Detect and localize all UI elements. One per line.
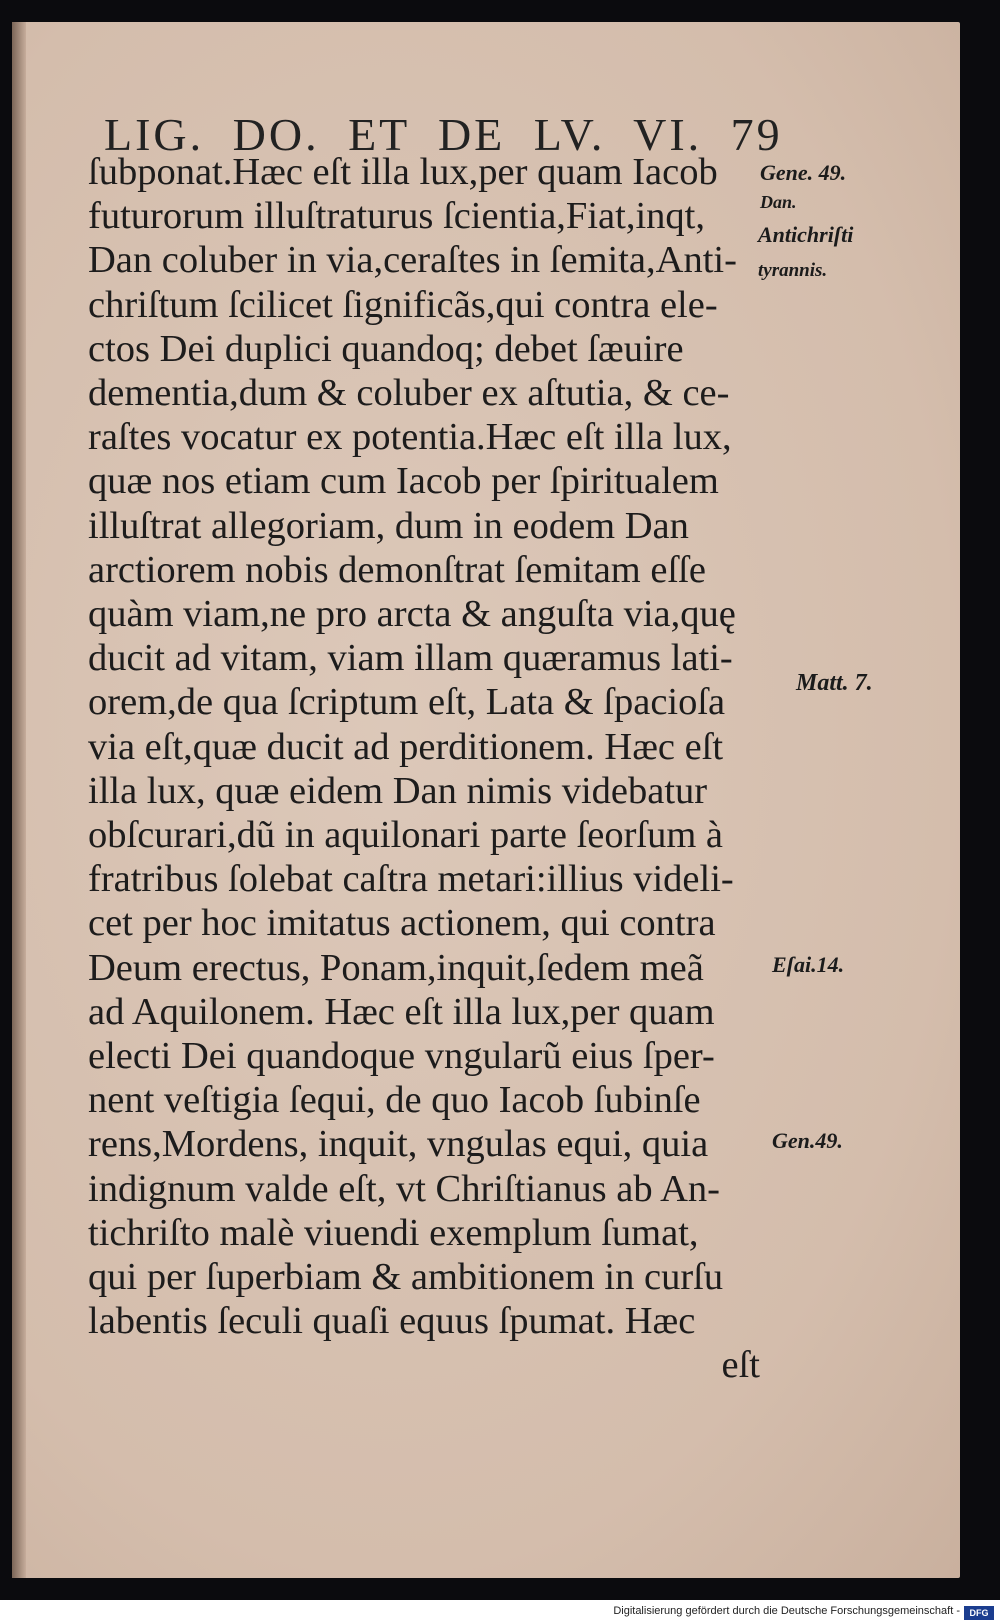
text-line: Dan coluber in via,ceraſtes in ſemita,Anti- [88, 239, 737, 282]
text-line: qui per ſuperbiam & ambitionem in curſu [88, 1256, 724, 1299]
text-line: Deum erectus, Ponam,inquit,ſedem meã [88, 946, 704, 989]
text-line: illa lux, quæ eidem Dan nimis videbatur [88, 769, 708, 812]
text-line: orem,de qua ſcriptum eſt, Lata & ſpacioſa [88, 681, 726, 724]
text-line: fratribus ſolebat caſtra metari:illius videli- [88, 858, 734, 901]
text-line: ſubponat.Hæc eſt illa lux,per quam Iacob [88, 151, 718, 193]
text-line: quæ nos etiam cum Iacob per ſpiritualem [88, 460, 719, 503]
text-line: obſcurari,dũ in aquilonari parte ſeorſum à [88, 814, 724, 857]
text-line: tichriſto malè viuendi exemplum ſumat, [88, 1211, 699, 1254]
marginal-note-gene-49: Gene. 49. [760, 160, 847, 185]
running-head: LIG. DO. ET DE LV. VI. 79 [104, 109, 783, 160]
text-line: nent veſtigia ſequi, de quo Iacob ſubinſe [88, 1079, 701, 1122]
text-line: illuſtrat allegoriam, dum in eodem Dan [88, 504, 689, 547]
text-line: cet per hoc imitatus actionem, qui contra [88, 902, 716, 945]
marginal-note-esai-14: Eſai.14. [772, 952, 845, 977]
text-line: ad Aquilonem. Hæc eſt illa lux,per quam [88, 990, 715, 1033]
marginal-note-antichristi: Antichriſti [758, 222, 854, 247]
page-gutter [12, 22, 26, 1578]
dfg-logo: DFG [964, 1606, 994, 1620]
text-line: rens,Mordens, inquit, vngulas equi, quia [88, 1123, 709, 1166]
text-line: arctiorem nobis demonſtrat ſemitam eſſe [88, 548, 706, 591]
funding-notice: Digitalisierung gefördert durch die Deutsche Forschungsgemeinschaft - [613, 1605, 960, 1617]
text-line: chriſtum ſcilicet ſignificãs,qui contra ele- [88, 283, 718, 326]
text-line: quàm viam,ne pro arcta & anguſta via,quę [88, 593, 736, 636]
text-line: ctos Dei duplici quandoq; debet ſæuire [88, 327, 684, 370]
text-line: ducit ad vitam, viam illam quæramus lati- [88, 637, 733, 680]
marginal-note-tyrannis: tyrannis. [758, 260, 828, 281]
text-line: labentis ſeculi quaſi equus ſpumat. Hæc [88, 1300, 696, 1343]
text-line: dementia,dum & coluber ex aſtutia, & ce- [88, 372, 730, 415]
catchword: eſt [721, 1344, 760, 1387]
footer-bar [0, 1603, 1000, 1623]
body-text [88, 150, 768, 1388]
text-line: via eſt,quæ ducit ad perditionem. Hæc eſt [88, 725, 724, 768]
marginal-note-matt-7: Matt. 7. [796, 670, 873, 696]
text-line: electi Dei quandoque vngularũ eius ſper- [88, 1035, 715, 1078]
marginal-note-gen-49: Gen.49. [772, 1128, 843, 1153]
text-line: raſtes vocatur ex potentia.Hæc eſt illa lux, [88, 416, 732, 459]
marginal-note-dan: Dan. [760, 192, 797, 212]
text-line: futurorum illuſtraturus ſcientia,Fiat,inqt, [88, 195, 705, 238]
text-line: indignum valde eſt, vt Chriſtianus ab An- [88, 1167, 720, 1210]
